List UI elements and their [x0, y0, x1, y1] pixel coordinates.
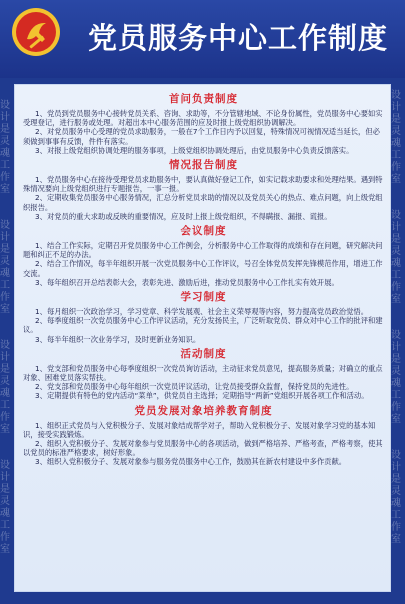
paragraph: 3、对报上级党组织协调处理的服务事项，上级党组织协调处理后，由党员服务中心负责反馈落实。: [35, 145, 354, 155]
section-first-responsibility: [23, 93, 384, 155]
section-title: 学习制度: [180, 291, 227, 304]
watermark-left-4: 设计是灵魂工作室: [0, 460, 10, 555]
party-emblem-icon: [10, 6, 62, 58]
paragraph: 1、党支部和党员服务中心每季度组织一次党员询访活动，主动征求党员意见，提高服务质量；对确立的重点对象、困难党员落实帮扶。: [23, 363, 383, 383]
section-title: 首问负责制度: [169, 93, 238, 105]
section-meeting: [23, 225, 384, 287]
page-title: 党员服务中心工作制度: [88, 21, 389, 55]
paragraph: 3、每半年组织一次业务学习，及时更新业务知识。: [35, 334, 201, 344]
watermark-left-3: 设计是灵魂工作室: [0, 340, 10, 435]
content-panel: [14, 84, 391, 592]
paragraph: 1、党员到党员服务中心接转党员关系、咨询、求助等，不分管辖地域、不论身份属性，党员服务中心要如实受理登记，进行服务或处理。对超出本中心服务范围的应及时报上级党组织协调解决。: [23, 109, 383, 128]
paragraph: 3、每年组织召开总结表彰大会，表彰先进、激励后进，推动党员服务中心工作扎实有效开展。: [35, 277, 339, 287]
bottom-bar: [0, 594, 405, 604]
section-study: [23, 291, 384, 344]
section-development: [23, 405, 384, 467]
section-activity: [23, 348, 384, 401]
paragraph: 2、定期收集党员服务中心服务情况，汇总分析党员求助的情况以及党员关心的热点、难点问题，向上级党组织报告。: [23, 193, 383, 212]
paragraph: 2、对党员服务中心受理的党员求助服务，一般在7个工作日内予以回复，特殊情况可视情况适当延长，但必须做到事事有反馈，件件有落实。: [23, 127, 380, 146]
section-report: [23, 159, 384, 221]
paragraph: 2、每季度组织一次党员服务中心工作评议活动，充分发扬民主，广泛听取党员、群众对中心工作的批评和建议。: [23, 316, 383, 335]
section-title: 情况报告制度: [169, 159, 238, 172]
section-title: 会议制度: [180, 225, 227, 238]
watermark-left-2: 设计是灵魂工作室: [0, 220, 10, 315]
section-title: 活动制度: [180, 347, 227, 360]
paragraph: 2、党支部和党员服务中心每年组织一次党员评议活动，让党员接受群众监督，保持党员的先进性。: [35, 382, 354, 392]
paragraph: 2、结合工作情况，每半年组织开展一次党员服务中心工作评议，号召全体党员发挥先锋模范作用，增进工作交流。: [23, 259, 383, 278]
watermark-right-1: 设计是灵魂工作室: [391, 90, 401, 185]
paragraph: 1、组织正式党员与入党积极分子、发展对象结成帮学对子，帮助入党积极分子、发展对象学习党的基本知识，接受实践锻炼。: [23, 420, 376, 439]
paragraph: 3、对党员的重大求助或反映的重要情况，应及时上报上级党组织，不得瞒报、漏报、谎报。: [35, 211, 332, 221]
paragraph: 1、每月组织一次政治学习，学习党章、科学发展观、社会主义荣辱观等内容，努力提高党员政治觉悟。: [35, 307, 368, 317]
paragraph: 2、组织入党积极分子、发展对象参与党员服务中心的各项活动，做到严格培养、严格考查，严格考察，使其以党员的标准严格要求，树好形象。: [23, 439, 383, 458]
watermark-left-1: 设计是灵魂工作室: [0, 100, 10, 195]
watermark-right-2: 设计是灵魂工作室: [391, 210, 401, 305]
watermark-right-3: 设计是灵魂工作室: [391, 330, 401, 425]
section-title: 党员发展对象培养教育制度: [134, 404, 273, 417]
paragraph: 1、结合工作实际，定期召开党员服务中心工作例会，分析服务中心工作取得的成绩和存在问题，研究解决问题和纠正不足的办法。: [23, 241, 383, 260]
paragraph: 3、组织入党积极分子、发展对象参与服务党员服务中心工作，鼓励其在新农村建设中多作贡献。: [35, 457, 347, 467]
paragraph: 1、党员服务中心在接待受理党员求助服务中，要认真做好登记工作，如实记载求助要求和处理结果。遇到特殊情况要向上级党组织进行专题报告，一事一报。: [23, 175, 383, 194]
paragraph: 3、定期提供有特色的党内活动“菜单”，供党员自主选择；定期指导“两新”党组织开展各项工作和活动。: [35, 391, 369, 401]
header-banner: [0, 0, 405, 78]
watermark-right-4: 设计是灵魂工作室: [391, 450, 401, 545]
